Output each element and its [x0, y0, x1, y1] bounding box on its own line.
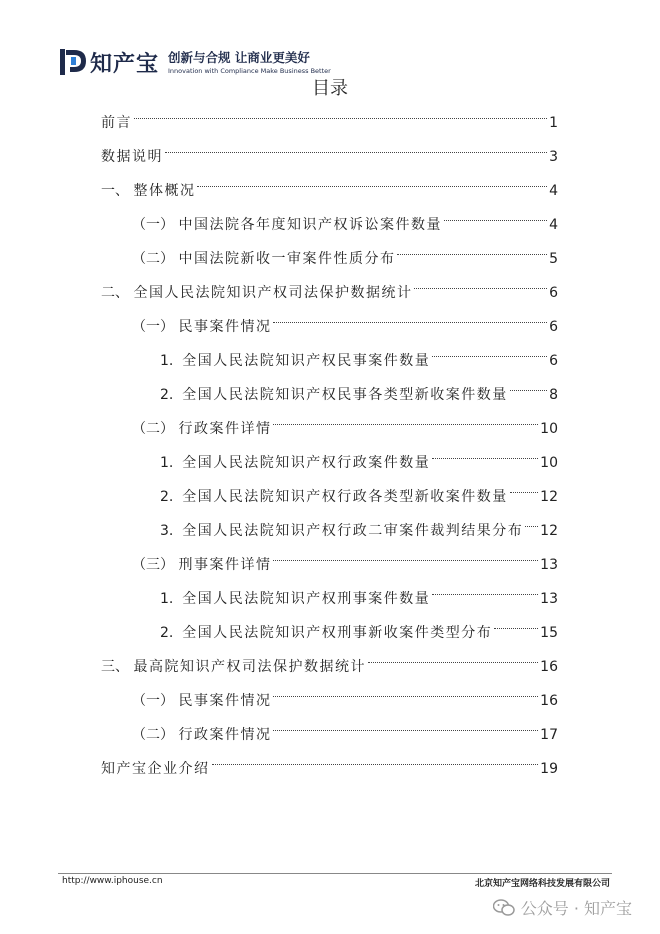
toc-label: 数据说明 — [101, 149, 163, 165]
toc-label: 全国人民法院知识产权司法保护数据统计 — [133, 285, 413, 301]
toc-label: 行政案件情况 — [178, 727, 272, 743]
toc-page: 4 — [549, 217, 558, 233]
toc-page: 12 — [540, 523, 558, 539]
toc-page: 8 — [549, 387, 558, 403]
toc-number: 1. — [160, 353, 183, 369]
toc-leader — [273, 322, 547, 323]
toc-number: 1. — [160, 591, 183, 607]
toc-page: 15 — [540, 625, 558, 641]
toc-page: 3 — [549, 149, 558, 165]
toc-entry[interactable] — [160, 582, 558, 616]
toc-page: 1 — [549, 115, 558, 131]
toc-page: 6 — [549, 285, 558, 301]
toc-number: 2. — [160, 489, 183, 505]
toc-leader — [273, 730, 538, 731]
toc-leader — [444, 220, 547, 221]
toc-number: 二、 — [101, 285, 134, 301]
toc-number: （二） — [132, 421, 179, 437]
toc-label: 整体概况 — [133, 183, 196, 199]
toc-entry[interactable] — [160, 378, 558, 412]
toc-label: 全国人民法院知识产权民事案件数量 — [182, 353, 431, 369]
toc-leader — [432, 356, 547, 357]
toc-leader — [432, 594, 538, 595]
toc-leader — [510, 492, 538, 493]
toc-page: 16 — [540, 693, 558, 709]
toc-number: 2. — [160, 387, 183, 403]
toc-leader — [510, 390, 547, 391]
toc-label: 全国人民法院知识产权行政各类型新收案件数量 — [182, 489, 508, 505]
toc-leader — [273, 560, 538, 561]
toc-leader — [134, 118, 547, 119]
watermark-text: 公众号 · 知产宝 — [520, 899, 632, 918]
toc-entry[interactable] — [160, 616, 558, 650]
toc-number: 一、 — [101, 183, 134, 199]
toc-number: （一） — [132, 693, 179, 709]
toc-label: 前言 — [101, 115, 132, 131]
toc-leader — [414, 288, 547, 289]
toc-entry[interactable] — [101, 140, 558, 174]
toc-number: （一） — [132, 319, 179, 335]
toc-label: 中国法院各年度知识产权诉讼案件数量 — [178, 217, 442, 233]
toc-entry[interactable] — [132, 242, 558, 276]
toc-entry[interactable] — [132, 208, 558, 242]
toc-leader — [432, 458, 538, 459]
toc-page: 13 — [540, 557, 558, 573]
toc-label: 全国人民法院知识产权刑事新收案件类型分布 — [182, 625, 493, 641]
toc-page: 19 — [540, 761, 558, 777]
toc-label: 全国人民法院知识产权行政二审案件裁判结果分布 — [182, 523, 524, 539]
watermark — [493, 896, 632, 919]
toc-page: 5 — [549, 251, 558, 267]
toc-entry[interactable] — [132, 310, 558, 344]
toc-leader — [273, 696, 538, 697]
brand-slogan-en: Innovation with Compliance Make Business Better — [168, 67, 331, 75]
toc-label: 全国人民法院知识产权行政案件数量 — [182, 455, 431, 471]
toc-page: 4 — [549, 183, 558, 199]
toc-page: 6 — [549, 353, 558, 369]
toc-page: 10 — [540, 455, 558, 471]
toc-page: 12 — [540, 489, 558, 505]
toc-page: 10 — [540, 421, 558, 437]
toc-entry[interactable] — [101, 752, 558, 786]
brand-name: 知产宝 — [90, 52, 160, 77]
toc-leader — [397, 254, 547, 255]
toc-entry[interactable] — [160, 446, 558, 480]
footer-divider — [58, 873, 612, 874]
toc-leader — [525, 526, 538, 527]
toc-number: （一） — [132, 217, 179, 233]
toc-label: 民事案件情况 — [178, 693, 272, 709]
toc-number: 1. — [160, 455, 183, 471]
page-title: 目录 — [312, 78, 348, 99]
toc-entry[interactable] — [101, 650, 558, 684]
toc-entry[interactable] — [160, 480, 558, 514]
toc-page: 13 — [540, 591, 558, 607]
brand-slogan: 创新与合规 让商业更美好 — [168, 50, 310, 65]
toc-leader — [368, 662, 538, 663]
toc-number: 2. — [160, 625, 183, 641]
toc-label: 全国人民法院知识产权民事各类型新收案件数量 — [182, 387, 508, 403]
toc-number: （三） — [132, 557, 179, 573]
toc-entry[interactable] — [101, 106, 558, 140]
toc-label: 刑事案件详情 — [178, 557, 272, 573]
toc-leader — [165, 152, 547, 153]
toc-entry[interactable] — [132, 548, 558, 582]
toc-leader — [197, 186, 547, 187]
toc-number: 3. — [160, 523, 183, 539]
toc-label: 全国人民法院知识产权刑事案件数量 — [182, 591, 431, 607]
toc-label: 行政案件详情 — [178, 421, 272, 437]
toc-number: （二） — [132, 251, 179, 267]
toc-page: 16 — [540, 659, 558, 675]
toc-entry[interactable] — [132, 684, 558, 718]
toc-entry[interactable] — [160, 514, 558, 548]
wechat-icon — [493, 899, 515, 917]
toc-number: 三、 — [101, 659, 134, 675]
footer-url: http://www.iphouse.cn — [62, 876, 163, 886]
toc-leader — [273, 424, 538, 425]
toc-entry[interactable] — [101, 276, 558, 310]
toc-page: 17 — [540, 727, 558, 743]
toc-entry[interactable] — [132, 412, 558, 446]
toc-label: 最高院知识产权司法保护数据统计 — [133, 659, 366, 675]
toc-number: （二） — [132, 727, 179, 743]
toc-label: 知产宝企业介绍 — [101, 761, 210, 777]
toc-leader — [212, 764, 539, 765]
toc-entry[interactable] — [132, 718, 558, 752]
footer-company: 北京知产宝网络科技发展有限公司 — [474, 879, 610, 889]
logo-icon — [56, 44, 90, 78]
toc-page: 6 — [549, 319, 558, 335]
toc-label: 中国法院新收一审案件性质分布 — [178, 251, 396, 267]
toc-leader — [494, 628, 538, 629]
toc-entry[interactable] — [101, 174, 558, 208]
toc-entry[interactable] — [160, 344, 558, 378]
toc-label: 民事案件情况 — [178, 319, 272, 335]
